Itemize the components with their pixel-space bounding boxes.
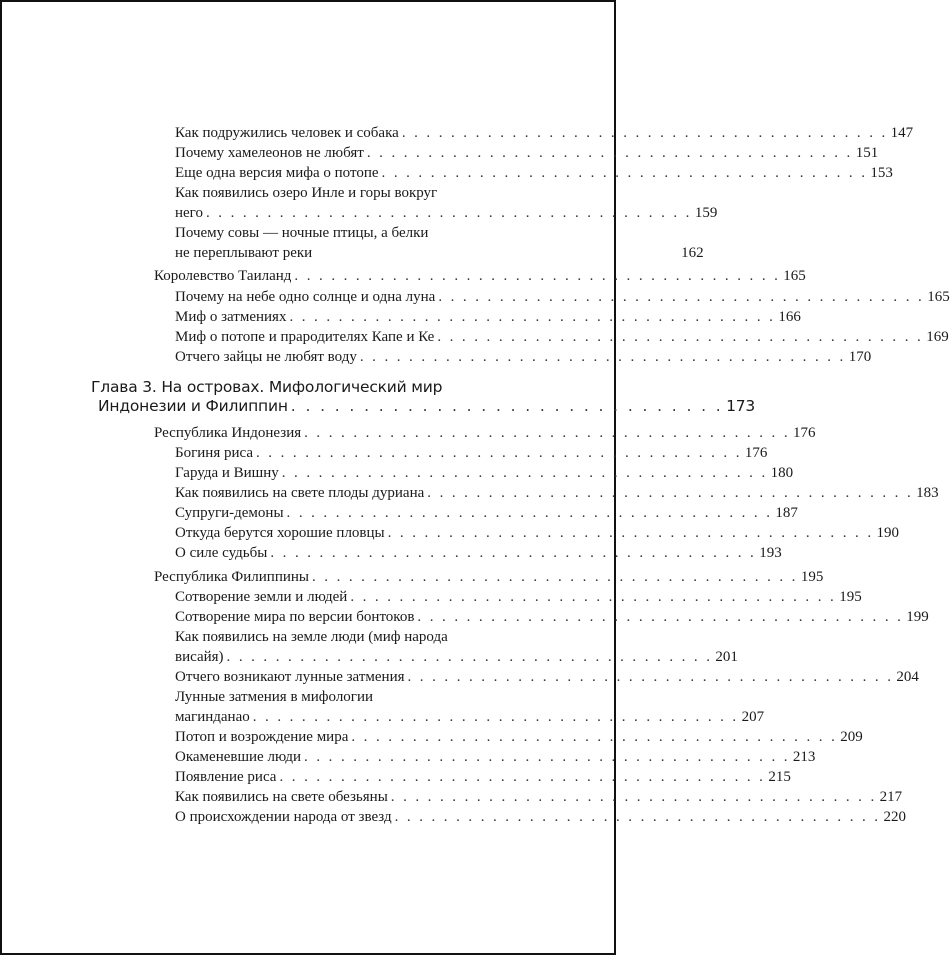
toc-entry-title-line1: Почему совы — ночные птицы, а белки [175,225,429,241]
toc-entry[interactable] [175,807,906,827]
toc-page-number: 193 [759,545,782,561]
toc-entry-title: Как появились на свете плоды дуриана [175,485,425,501]
chapter-title: Индонезии и Филиппин [98,397,288,415]
toc-entry-title: Отчего возникают лунные затмения [175,669,405,685]
toc-entry[interactable] [175,627,738,667]
toc-entry[interactable] [175,443,768,463]
toc-entry-title: Сотворение мира по версии бонтоков [175,609,415,625]
leader-dots: . . . . . . . . . . . . . . . . . . . . . . . . . . . . . . [290,397,724,415]
toc-page-number: 183 [916,485,939,501]
toc-page-number: 173 [726,397,756,415]
toc-entry-title: Появление риса [175,769,277,785]
toc-page-number: 199 [906,609,929,625]
toc-page-number: 151 [855,145,879,161]
toc-entry-title-line1: Как появились озеро Инле и горы вокруг [175,185,438,201]
toc-entry-title-line1: Лунные затмения в мифологии [175,689,374,705]
toc-entry-title: Миф о потопе и прародителях Капе и Ке [175,329,435,345]
toc-entry[interactable] [175,607,929,627]
toc-entry[interactable] [175,223,704,263]
leader-dots: . . . . . . . . . . . . . . . . . . . . . . . . . . . . . . . . . . . . . . . . [256,445,742,461]
toc-page-number: 195 [839,589,862,605]
toc-entry[interactable] [175,687,765,727]
toc-entry[interactable] [175,123,914,143]
toc-page-number: 176 [792,425,816,441]
toc-entry[interactable] [175,543,782,563]
toc-entry[interactable] [175,347,872,367]
toc-chapter-entry[interactable] [91,378,756,416]
leader-dots: . . . . . . . . . . . . . . . . . . . . . . . . . . . . . . . . . . . . . . . . [401,125,888,141]
toc-entry-title: Республика Филиппины [154,569,309,585]
toc-entry[interactable] [175,727,863,747]
leader-dots: . . . . . . . . . . . . . . . . . . . . . . . . . . . . . . . . . . . . . . . . [281,465,768,481]
leader-dots: . . . . . . . . . . . . . . . . . . . . . . . . . . . . . . . . . . . . . . . . [286,505,773,521]
toc-entry-title: Богиня риса [175,445,253,461]
leader-dots: . . . . . . . . . . . . . . . . . . . . . . . . . . . . . . . . . . . . . . . . [304,425,790,441]
toc-entry-title: не переплывают реки [175,245,313,261]
toc-entry-title: Супруги-демоны [175,505,284,521]
toc-page-number: 201 [715,649,738,665]
toc-page-number: 190 [876,525,899,541]
toc-entry[interactable] [175,483,939,503]
toc-page-number: 170 [848,349,872,365]
toc-entry[interactable] [175,287,950,307]
toc-entry[interactable] [175,667,919,687]
leader-dots: . . . . . . . . . . . . . . . . . . . . . . . . . . . . . . . . . . . . . . . . [279,769,766,785]
toc-page-number: 195 [800,569,824,585]
leader-dots: . . . . . . . . . . . . . . . . . . . . . . . . . . . . . . . . . . . . . . . . [381,165,868,181]
toc-page-number: 213 [792,749,816,765]
toc-section-entry[interactable] [154,266,806,286]
leader-dots: . . . . . . . . . . . . . . . . . . . . . . . . . . . . . . . . . . . . . . . . [417,609,904,625]
toc-section-entry[interactable] [154,567,824,587]
toc-entry[interactable] [175,183,718,223]
toc-page-number: 215 [768,769,791,785]
toc-entry[interactable] [175,143,879,163]
toc-entry-title: О силе судьбы [175,545,268,561]
toc-page-number: 207 [741,709,765,725]
toc-page-number: 147 [890,125,914,141]
toc-entry[interactable] [175,747,816,767]
toc-page-number: 159 [694,205,718,221]
toc-entry-title: Откуда берутся хорошие пловцы [175,525,385,541]
toc-page-number: 220 [883,809,906,825]
toc-entry[interactable] [175,523,899,543]
leader-dots: . . . . . . . . . . . . . . . . . . . . . . . . . . . . . . . . . . . . . . . . [366,145,853,161]
toc-entry-title: Отчего зайцы не любят воду [175,349,357,365]
leader-dots: . . . . . . . . . . . . . . . . . . . . . . . . . . . . . . . . . . . . . . . . [311,569,798,585]
toc-page-number: 165 [927,289,950,305]
leader-dots: . . . . . . . . . . . . . . . . . . . . . . . . . . . . . . . . . . . . . . . . [387,525,874,541]
toc-entry-title: Королевство Таиланд [154,268,292,284]
leader-dots: . . . . . . . . . . . . . . . . . . . . . . . . . . . . . . . . . . . . . . . . [351,729,838,745]
toc-entry-title: Республика Индонезия [154,425,302,441]
leader-dots: . . . . . . . . . . . . . . . . . . . . . . . . . . . . . . . . . . . . . . . . [294,268,781,284]
toc-page-number: 165 [783,268,806,284]
leader-dots: . . . . . . . . . . . . . . . . . . . . . . . . . . . . . . . . . . . . . . . . [427,485,914,501]
toc-entry-title: Миф о затмениях [175,309,287,325]
toc-entry[interactable] [175,503,798,523]
leader-dots: . . . . . . . . . . . . . . . . . . . . . . . . . . . . . . . . . . . . . . . . [394,809,881,825]
leader-dots: . . . . . . . . . . . . . . . . . . . . . . . . . . . . . . . . . . . . . . . . [304,749,790,765]
leader-dots: . . . . . . . . . . . . . . . . . . . . . . . . . . . . . . . . . . . . . . . . [390,789,877,805]
leader-dots: . . . . . . . . . . . . . . . . . . . . . . . . . . . . . . . . . . . . . . . . [407,669,894,685]
toc-page-number: 166 [778,309,801,325]
toc-entry-title: Как появились на свете обезьяны [175,789,388,805]
toc-entry-title: Окаменевшие люди [175,749,302,765]
toc-page-number: 180 [770,465,794,481]
toc-entry-title: О происхождении народа от звезд [175,809,392,825]
toc-entry-title: Почему хамелеонов не любят [175,145,364,161]
toc-entry[interactable] [175,163,893,183]
leader-dots: . . . . . . . . . . . . . . . . . . . . . . . . . . . . . . . . . . . . . . . . [205,205,692,221]
leader-dots: . . . . . . . . . . . . . . . . . . . . . . . . . . . . . . . . . . . . . . . . [270,545,757,561]
toc-entry-title: Почему на небе одно солнце и одна луна [175,289,436,305]
toc-page-number: 162 [681,245,704,261]
toc-entry-title: него [175,205,203,221]
toc-entry-title: Сотворение земли и людей [175,589,348,605]
leader-dots: . . . . . . . . . . . . . . . . . . . . . . . . . . . . . . . . . . . . . . . . [226,649,713,665]
toc-page-number: 153 [870,165,893,181]
toc-page-number: 187 [775,505,798,521]
toc-page-number: 176 [744,445,768,461]
toc-entry-title-line1: Как появились на земле люди (миф народа [175,629,448,645]
leader-dots: . . . . . . . . . . . . . . . . . . . . . . . . . . . . . . . . . . . . . . . . [437,329,924,345]
toc-page-number: 217 [879,789,903,805]
toc-entry-title: Еще одна версия мифа о потопе [175,165,379,181]
toc-entry[interactable] [175,587,862,607]
toc-entry[interactable] [175,327,949,347]
toc-entry-title: магинданао [175,709,250,725]
toc-entry[interactable] [175,767,791,787]
leader-dots: . . . . . . . . . . . . . . . . . . . . . . . . . . . . . . . . . . . . . . . . [438,289,925,305]
toc-entry[interactable] [175,307,801,327]
leader-dots: . . . . . . . . . . . . . . . . . . . . . . . . . . . . . . . . . . . . . . . . [289,309,776,325]
toc-entry[interactable] [175,463,794,483]
toc-entry-title: Потоп и возрождение мира [175,729,349,745]
toc-page-number: 169 [926,329,949,345]
leader-dots: . . . . . . . . . . . . . . . . . . . . . . . . . . . . . . . . . . . . . . . . [252,709,739,725]
toc-entry[interactable] [175,787,903,807]
toc-entry-title: Гаруда и Вишну [175,465,279,481]
toc-page-number: 204 [896,669,919,685]
toc-section-entry[interactable] [154,423,816,443]
leader-dots: . . . . . . . . . . . . . . . . . . . . . . . . . . . . . . . . . . . . . . . . [350,589,837,605]
toc-page-number: 209 [840,729,863,745]
leader-dots: . . . . . . . . . . . . . . . . . . . . . . . . . . . . . . . . . . . . . . . . [359,349,846,365]
toc-entry-title: Как подружились человек и собака [175,125,399,141]
toc-entry-title: висайя) [175,649,224,665]
chapter-title-line1: Глава 3. На островах. Мифологический мир [91,378,443,396]
